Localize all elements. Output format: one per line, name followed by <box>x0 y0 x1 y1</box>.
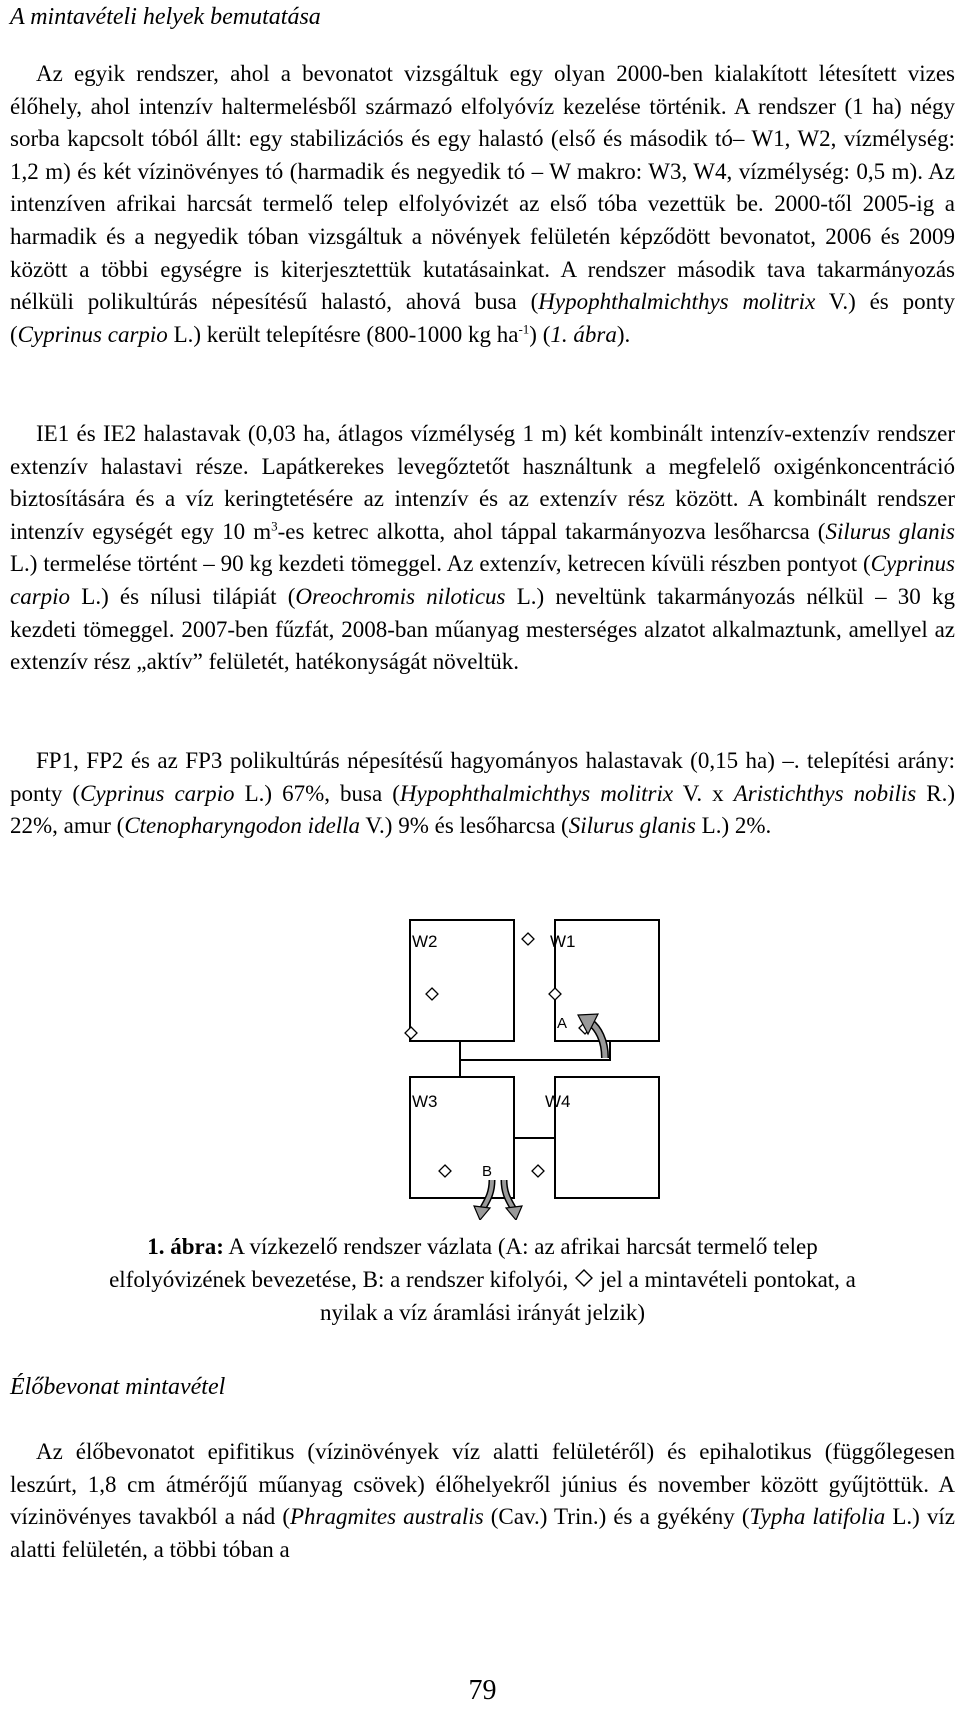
label-w3: W3 <box>412 1092 438 1111</box>
sampling-point-icon <box>522 933 534 945</box>
paragraph-biofilm-sampling: Az élőbevonatot epifitikus (vízinövények víz alatti felületéről) és epihalotikus (függőlegesen leszúrt, 1,8 cm átmérőjű műanyag csövek) élőhelyekről június és november között gyűjtöttük. A vízinövényes tavakból a nád (Phragmites australis (Cav.) Trin.) és a gyékény (Typha latifolia L.) víz alatti felületén, a többi tóban a <box>10 1439 955 1562</box>
paragraph-system-description: Az egyik rendszer, ahol a bevonatot vizsgáltuk egy olyan 2000-ben kialakított létesített vizes élőhely, ahol intenzív haltermelésből származó elfolyóvíz kezelése történik. A rendszer (1 ha) négy sorba kapcsolt tóból állt: egy stabilizációs és egy halastó (első és második tó– W1, W2, vízmélység: 1,2 m) és két vízinövényes tó (harmadik és negyedik tó – W makro: W3, W4, vízmélység: 0,5 m). Az intenzíven afrikai harcsát termelő telep elfolyóvizét az első tóba vezettük be. 2000-től 2005-ig a harmadik és a negyedik tóban vizsgáltuk a növények felületén képződött bevonatot, 2006 és 2009 között a többi egységre is kiterjesztettük kutatásainkat. A rendszer második tava takarmányozás nélküli polikultúrás népesítésű halastó, ahová busa (Hypophthalmichthys molitrix V.) és ponty (Cyprinus carpio L.) került telepítésre (800-1000 kg $ha^{-1}$) (1. ábra). <box>10 61 955 347</box>
label-w2: W2 <box>412 932 438 951</box>
connection-w1-w2 <box>460 1041 610 1060</box>
figure-caption: 1. ábra: A vízkezelő rendszer vázlata (A: az afrikai harcsát termelő telep elfolyóvizének bevezetése, B: a rendszer kifolyói, jel a mintavételi pontokat, a nyilak a víz áramlási irányát jelzik) <box>109 1234 856 1325</box>
sampling-point-icon <box>439 1165 451 1177</box>
section-heading-biofilm-sampling: Élőbevonat mintavétel <box>10 1374 226 1400</box>
sampling-point-icon <box>405 1027 417 1039</box>
sampling-point-icon <box>426 988 438 1000</box>
paragraph-ie-ponds: IE1 és IE2 halastavak (0,03 ha, átlagos vízmélység 1 m) két kombinált intenzív-extenzív rendszer extenzív halastavi része. Lapátkerekes levegőztetőt használtunk a megfelelő oxigénkoncentráció biztosítására és a víz keringtetésére az intenzív és az extenzív rész között. A kombinált rendszer intenzív egységét egy 10 $m^3-es$ ketrec alkotta, ahol táppal takarmányozva lesőharcsa (Silurus glanis L.) termelése történt – 90 kg kezdeti tömeggel. Az extenzív, ketrecen kívüli részben pontyot (Cyprinus carpio L.) és nílusi tilápiát (Oreochromis niloticus L.) neveltünk takarmányozás nélkül – 30 kg kezdeti tömeggel. 2007-ben fűzfát, 2008-ban műanyag mesterséges alzatot alkalmaztunk, amellyel az extenzív rész „aktív” felületét, hatékonyságát növeltük. <box>10 421 956 675</box>
pond-system-diagram <box>400 910 680 1220</box>
label-a: A <box>557 1015 568 1032</box>
sampling-point-icon <box>574 1268 594 1288</box>
label-w4: W4 <box>545 1092 571 1111</box>
document-page <box>10 0 955 1725</box>
label-b: B <box>482 1163 493 1180</box>
pond-w4 <box>555 1077 659 1198</box>
section-heading-sampling-sites: A mintavételi helyek bemutatása <box>10 4 321 30</box>
sampling-point-icon <box>532 1165 544 1177</box>
page-number: 79 <box>468 1675 497 1706</box>
label-w1: W1 <box>550 932 576 951</box>
sampling-point-icon <box>549 988 561 1000</box>
paragraph-fp-ponds: FP1, FP2 és az FP3 polikultúrás népesítésű hagyományos halastavak (0,15 ha) –. telepítési arány: ponty (Cyprinus carpio L.) 67%, busa (Hypophthalmichthys molitrix V. x Aristichthys nobilis R.) 22%, amur (Ctenopharyngodon idella V.) 9% és lesőharcsa (Silurus glanis L.) 2%. <box>10 748 956 839</box>
